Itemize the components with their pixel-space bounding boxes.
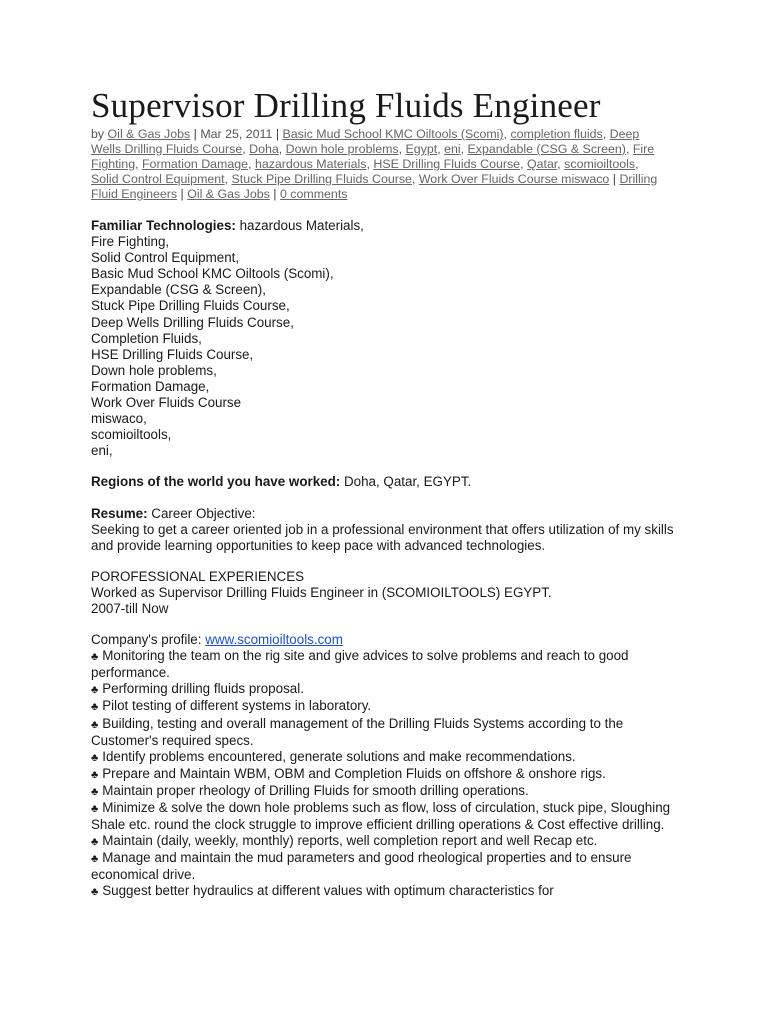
company-link[interactable]: www.scomioiltools.com: [205, 632, 343, 648]
responsibility-text: Prepare and Maintain WBM, OBM and Completion Fluids on offshore & onshore rigs.: [102, 765, 606, 781]
responsibility-item: [91, 648, 691, 681]
resume-heading: Career Objective:: [151, 505, 256, 521]
technologies-list: [91, 234, 691, 459]
technology-item: Deep Wells Drilling Fluids Course,: [91, 314, 294, 330]
tag-link[interactable]: Stuck Pipe Drilling Fluids Course: [231, 172, 412, 186]
responsibility-item: [91, 800, 691, 833]
byline-separator: |: [193, 127, 197, 141]
club-bullet-icon: ♣: [91, 886, 99, 899]
technology-item: Basic Mud School KMC Oiltools (Scomi),: [91, 266, 334, 282]
responsibility-text: Maintain (daily, weekly, monthly) reports, well completion report and well Recap etc.: [102, 833, 598, 849]
tag-link[interactable]: Expandable (CSG & Screen): [467, 142, 626, 156]
byline-prefix: by: [91, 127, 105, 141]
club-bullet-icon: ♣: [91, 651, 99, 664]
responsibility-text: Maintain proper rheology of Drilling Fluids for smooth drilling operations.: [102, 782, 529, 798]
tag-link[interactable]: Basic Mud School KMC Oiltools (Scomi): [282, 127, 504, 141]
experience-period: 2007-till Now: [91, 600, 169, 616]
comments-link[interactable]: 0 comments: [279, 187, 348, 201]
responsibility-text: Pilot testing of different systems in laboratory.: [102, 698, 372, 714]
tag-link[interactable]: Deep Wells Drilling Fluids Course: [91, 127, 640, 156]
responsibility-text: Performing drilling fluids proposal.: [102, 681, 304, 697]
technology-item: HSE Drilling Fluids Course,: [91, 346, 254, 362]
category-link[interactable]: Drilling Fluid Engineers: [91, 172, 658, 201]
club-bullet-icon: ♣: [91, 836, 99, 849]
responsibility-text: Suggest better hydraulics at different values with optimum characteristics for: [102, 883, 554, 899]
technology-item: Fire Fighting,: [91, 234, 170, 250]
club-bullet-icon: ♣: [91, 768, 99, 781]
club-bullet-icon: ♣: [91, 718, 99, 731]
responsibility-item: [91, 883, 691, 900]
technology-item: eni,: [91, 443, 113, 459]
technology-item: hazardous Materials,: [239, 218, 364, 233]
responsibility-text: Building, testing and overall management of the Drilling Fluids Systems according to the Customer's required specs.: [91, 715, 624, 748]
responsibility-text: Identify problems encountered, generate solutions and make recommendations.: [102, 748, 576, 764]
category-list: Drilling Fluid Engineers | Oil & Gas Jobs: [91, 172, 658, 201]
post-date: Mar 25, 2011: [200, 127, 273, 141]
technology-item: Work Over Fluids Course: [91, 395, 242, 411]
tag-link[interactable]: completion fluids: [510, 127, 603, 141]
tag-link[interactable]: Work Over Fluids Course miswaco: [418, 172, 610, 186]
tag-link[interactable]: Egypt: [405, 142, 438, 156]
tag-link[interactable]: Solid Control Equipment: [91, 172, 225, 186]
resume-label: Resume:: [91, 505, 148, 521]
byline: [91, 127, 666, 202]
tag-link[interactable]: scomioiltools: [564, 157, 636, 171]
responsibility-item: [91, 850, 691, 883]
author-link[interactable]: Oil & Gas Jobs: [107, 127, 191, 141]
tag-link[interactable]: HSE Drilling Fluids Course: [373, 157, 521, 171]
responsibilities-list: [91, 648, 691, 900]
technology-item: Expandable (CSG & Screen),: [91, 282, 266, 298]
regions-label: Regions of the world you have worked:: [91, 474, 341, 490]
byline-separator: |: [275, 127, 280, 141]
technology-item: Completion Fluids,: [91, 330, 202, 346]
technology-item: Down hole problems,: [91, 362, 217, 378]
responsibility-item: [91, 833, 691, 850]
company-label: Company's profile:: [91, 632, 202, 648]
technologies-label: Familiar Technologies:: [91, 218, 236, 233]
responsibility-item: [91, 783, 691, 800]
technology-item: Stuck Pipe Drilling Fluids Course,: [91, 298, 290, 314]
tag-link[interactable]: hazardous Materials: [254, 157, 367, 171]
tag-link[interactable]: Formation Damage: [141, 157, 249, 171]
byline-separator: |: [273, 187, 277, 201]
tag-link[interactable]: Fire Fighting: [91, 142, 655, 171]
byline-separator: |: [612, 172, 616, 186]
technologies-first-line: [91, 218, 691, 234]
experience-section: [91, 569, 691, 617]
tag-list: Basic Mud School KMC Oiltools (Scomi), completion fluids, Deep Wells Drilling Fluids Course, Doha, Down hole problems, Egypt, eni, Expandable (CSG & Screen), Fire Fighting, Formation Damage, hazardous Materials, HSE Drilling Fluids Course, Qatar, scomioiltools, Solid Control Equipment, Stuck Pipe Drilling Fluids Course, Work Over Fluids Course miswaco: [91, 127, 655, 186]
club-bullet-icon: ♣: [91, 803, 99, 815]
responsibility-text: Minimize & solve the down hole problems such as flow, loss of circulation, stuck pipe, Sloughing Shale etc. round the clock struggle to improve efficient drilling operations & Cost effective drilling.: [91, 800, 671, 833]
technology-item: Formation Damage,: [91, 378, 210, 394]
tag-link[interactable]: Doha: [249, 142, 279, 156]
page-title: Supervisor Drilling Fluids Engineer: [91, 86, 601, 125]
tag-link[interactable]: eni: [444, 142, 461, 156]
club-bullet-icon: ♣: [91, 701, 99, 714]
club-bullet-icon: ♣: [91, 785, 99, 798]
category-link[interactable]: Oil & Gas Jobs: [187, 187, 270, 201]
tag-link[interactable]: Qatar: [526, 157, 558, 171]
regions-value: Doha, Qatar, EGYPT.: [343, 474, 472, 490]
company-section: [91, 632, 691, 648]
responsibility-item: [91, 681, 691, 698]
responsibility-item: [91, 766, 691, 783]
club-bullet-icon: ♣: [91, 853, 99, 866]
resume-section: [91, 506, 691, 554]
career-objective: Seeking to get a career oriented job in a professional environment that offers utilization of my skills and provide learning opportunities to keep pace with advanced technologies.: [91, 521, 674, 553]
responsibility-item: [91, 749, 691, 766]
responsibility-item: [91, 698, 691, 715]
regions-section: [91, 474, 691, 490]
technologies-section: [91, 218, 691, 459]
technology-item: scomioiltools,: [91, 427, 172, 443]
technology-item: miswaco,: [91, 411, 147, 427]
club-bullet-icon: ♣: [91, 684, 99, 697]
club-bullet-icon: ♣: [91, 751, 99, 764]
responsibility-text: Monitoring the team on the rig site and give advices to solve problems and reach to good performance.: [91, 648, 629, 681]
tag-link[interactable]: Down hole problems: [285, 142, 399, 156]
responsibility-item: [91, 716, 691, 749]
technology-item: Solid Control Equipment,: [91, 250, 240, 266]
experience-line: Worked as Supervisor Drilling Fluids Engineer in (SCOMIOILTOOLS) EGYPT.: [91, 584, 552, 600]
responsibility-text: Manage and maintain the mud parameters and good rheological properties and to ensure economical drive.: [91, 850, 632, 883]
experience-heading: POROFESSIONAL EXPERIENCES: [91, 568, 305, 584]
